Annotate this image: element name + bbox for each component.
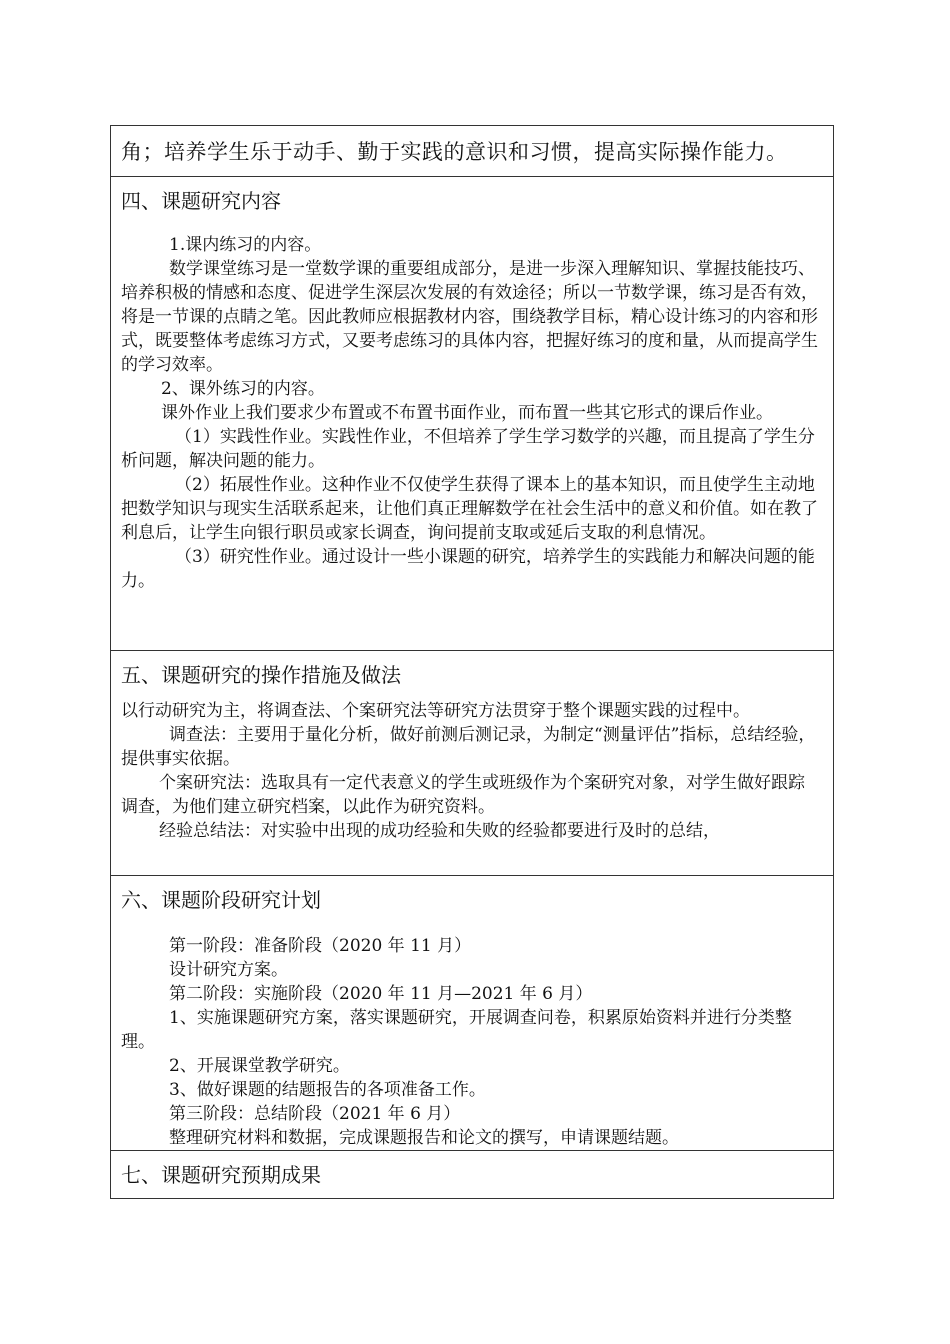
- paragraph: 整理研究材料和数据，完成课题报告和论文的撰写，申请课题结题。: [169, 1128, 679, 1148]
- paragraph: 第二阶段：实施阶段（2020 年 11 月—2021 年 6 月）: [169, 984, 593, 1004]
- section-7: [111, 1150, 833, 1198]
- paragraph: 设计研究方案。: [169, 960, 288, 980]
- paragraph: （1）实践性作业。实践性作业，不但培养了学生学习数学的兴趣，而且提高了学生分析问题，解决问题的能力。: [121, 427, 815, 471]
- paragraph: 个案研究法：选取具有一定代表意义的学生或班级作为个案研究对象，对学生做好跟踪调查，为他们建立研究档案，以此作为研究资料。: [121, 773, 805, 817]
- section-4: [111, 176, 833, 650]
- paragraph: （2）拓展性作业。这种作业不仅使学生获得了课本上的基本知识，而且使学生主动地把数学知识与现实生活联系起来，让他们真正理解数学在社会生活中的意义和价值。如在教了利息后，让学生向银行职员或家长调查，询问提前支取或延后支取的利息情况。: [121, 475, 818, 543]
- paragraph: 3、做好课题的结题报告的各项准备工作。: [169, 1080, 486, 1100]
- paragraph: 第一阶段：准备阶段（2020 年 11 月）: [169, 936, 472, 956]
- paragraph: 调查法：主要用于量化分析，做好前测后测记录，为制定“测量评估”指标，总结经验，提供事实依据。: [121, 725, 816, 769]
- paragraph: （3）研究性作业。通过设计一些小课题的研究，培养学生的实践能力和解决问题的能力。: [121, 547, 815, 591]
- section-5: [111, 650, 833, 875]
- document-table: [110, 125, 834, 1199]
- paragraph: 以行动研究为主，将调查法、个案研究法等研究方法贯穿于整个课题实践的过程中。: [121, 701, 750, 721]
- paragraph: 2、开展课堂教学研究。: [169, 1056, 350, 1076]
- section-6: [111, 875, 833, 1150]
- section-4-heading: 四、课题研究内容: [121, 189, 281, 213]
- section-7-heading: 七、课题研究预期成果: [121, 1163, 321, 1187]
- section-5-body: [121, 699, 819, 843]
- section-4-body: [121, 225, 819, 593]
- paragraph: 第三阶段：总结阶段（2021 年 6 月）: [169, 1104, 461, 1124]
- section-6-body: [121, 924, 819, 1160]
- paragraph: 数学课堂练习是一堂数学课的重要组成部分，是进一步深入理解知识、掌握技能技巧、培养积极的情感和态度、促进学生深层次发展的有效途径；所以一节数学课，练习是否有效，将是一节课的点睛之笔。因此教师应根据教材内容，围绕教学目标，精心设计练习的内容和形式，既要整体考虑练习方式，又要考虑练习的具体内容，把握好练习的度和量，从而提高学生的学习效率。: [121, 259, 818, 375]
- paragraph: 1.课内练习的内容。: [169, 235, 322, 255]
- paragraph: 1、实施课题研究方案，落实课题研究，开展调查问卷，积累原始资料并进行分类整理。: [121, 1008, 792, 1052]
- paragraph: 经验总结法：对实验中出现的成功经验和失败的经验都要进行及时的总结，: [159, 821, 720, 841]
- paragraph: 课外作业上我们要求少布置或不布置书面作业，而布置一些其它形式的课后作业。: [161, 403, 773, 423]
- paragraph: 2、课外练习的内容。: [161, 379, 325, 399]
- section-5-heading: 五、课题研究的操作措施及做法: [121, 663, 401, 687]
- section-6-heading: 六、课题阶段研究计划: [121, 888, 321, 912]
- intro-row: [111, 126, 833, 176]
- intro-line: 角；培养学生乐于动手、勤于实践的意识和习惯，提高实际操作能力。: [121, 140, 788, 164]
